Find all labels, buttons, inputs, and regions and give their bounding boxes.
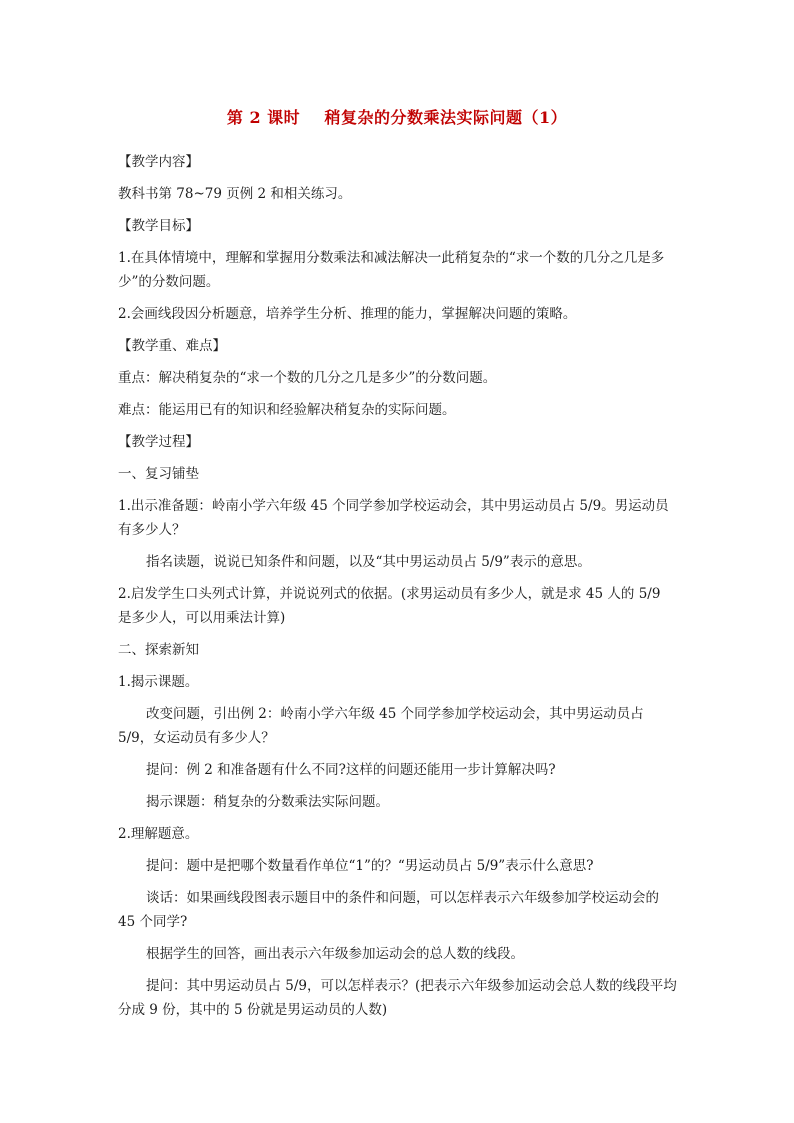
paragraph: 改变问题，引出例 2：岭南小学六年级 45 个同学参加学校运动会，其中男运动员占 5/9，女运动员有多少人？ bbox=[118, 706, 644, 746]
paragraph: 提问：例 2 和准备题有什么不同?这样的问题还能用一步计算解决吗? bbox=[146, 762, 556, 778]
paragraph: 提问：题中是把哪个数量看作单位“1”的？“男运动员占 5/9”表示什么意思? bbox=[146, 858, 594, 874]
lesson-body bbox=[118, 150, 678, 1030]
paragraph: 1.揭示课题。 bbox=[118, 674, 199, 690]
paragraph: 根据学生的回答，画出表示六年级参加运动会的总人数的线段。 bbox=[146, 946, 524, 962]
paragraph: 揭示课题：稍复杂的分数乘法实际问题。 bbox=[146, 794, 389, 810]
section-heading-content: 【教学内容】 bbox=[118, 154, 199, 170]
lesson-title: 第 2 课时 稍复杂的分数乘法实际问题（1） bbox=[226, 108, 568, 127]
paragraph: 提问：其中男运动员占 5/9，可以怎样表示？(把表示六年级参加运动会总人数的线段平均分成 9 份，其中的 5 份就是男运动员的人数) bbox=[118, 978, 677, 1018]
paragraph: 指名读题，说说已知条件和问题，以及“其中男运动员占 5/9”表示的意思。 bbox=[146, 554, 591, 570]
section-heading-process: 【教学过程】 bbox=[118, 434, 199, 450]
paragraph: 2.理解题意。 bbox=[118, 826, 199, 842]
section-heading-goals: 【教学目标】 bbox=[118, 218, 199, 234]
paragraph: 教科书第 78~79 页例 2 和相关练习。 bbox=[118, 186, 352, 202]
paragraph: 2.启发学生口头列式计算，并说说列式的依据。(求男运动员有多少人，就是求 45 人的 5/9 是多少人，可以用乘法计算) bbox=[118, 586, 661, 626]
paragraph: 2.会画线段因分析题意，培养学生分析、推理的能力，掌握解决问题的策略。 bbox=[118, 306, 577, 322]
paragraph: 1.出示准备题：岭南小学六年级 45 个同学参加学校运动会，其中男运动员占 5/9。男运动员有多少人？ bbox=[118, 498, 669, 538]
subsection-heading: 一、复习铺垫 bbox=[118, 466, 199, 482]
paragraph: 重点：解决稍复杂的“求一个数的几分之几是多少”的分数问题。 bbox=[118, 370, 497, 386]
paragraph: 谈话：如果画线段图表示题目中的条件和问题，可以怎样表示六年级参加学校运动会的 45 个同学? bbox=[118, 890, 659, 930]
paragraph: 难点：能运用已有的知识和经验解决稍复杂的实际问题。 bbox=[118, 402, 456, 418]
subsection-heading: 二、探索新知 bbox=[118, 642, 199, 658]
section-heading-key-points: 【教学重、难点】 bbox=[118, 338, 226, 354]
paragraph: 1.在具体情境中，理解和掌握用分数乘法和减法解决一此稍复杂的“求一个数的几分之几是多少”的分数问题。 bbox=[118, 250, 665, 290]
